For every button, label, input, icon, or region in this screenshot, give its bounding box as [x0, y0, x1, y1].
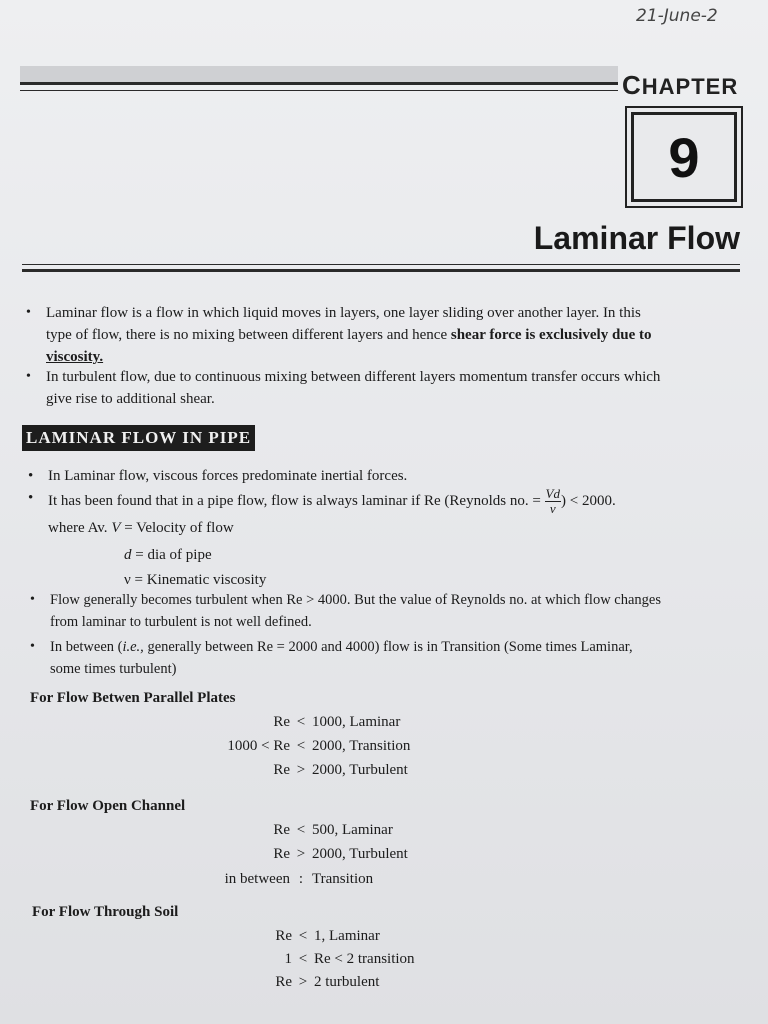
symbol: d	[124, 547, 132, 563]
reynolds-fraction	[545, 487, 561, 516]
bullet-dot: •	[26, 305, 31, 320]
bullet-dot: •	[30, 592, 35, 607]
section-bullet-4	[30, 636, 750, 680]
text-plain: In between (	[50, 639, 123, 655]
fraction-denominator: ν	[549, 501, 556, 516]
text-line: some times turbulent)	[50, 661, 177, 677]
criterion-operator: >	[298, 974, 308, 990]
text-plain: ) < 2000.	[561, 492, 616, 509]
text-bold: viscosity.	[46, 349, 104, 365]
criterion-operator: :	[298, 871, 304, 887]
bullet-dot: •	[26, 369, 31, 384]
bullet-dot: •	[28, 468, 34, 484]
criterion-right: 500, Laminar	[312, 822, 393, 838]
chapter-label	[622, 70, 738, 101]
criterion-left: Re	[273, 714, 290, 730]
chapter-label-initial: C	[622, 70, 642, 100]
criterion-left: 1	[284, 951, 292, 967]
criterion-operator: <	[296, 822, 306, 838]
criterion-operator: <	[298, 928, 308, 944]
chapter-number: 9	[631, 112, 737, 202]
section-bullet-3	[30, 589, 750, 633]
bullet-dot: •	[30, 639, 35, 654]
text-bold: shear force is exclusively due to	[450, 327, 652, 343]
text-italic: i.e.,	[122, 639, 144, 655]
criterion-left: Re	[273, 846, 290, 862]
text-line: Laminar flow is a flow in which liquid moves in layers, one layer sliding over another layer. In this	[46, 305, 641, 321]
chapter-number-frame	[625, 106, 743, 208]
definition-line-nu	[124, 569, 266, 591]
chapter-title: Laminar Flow	[533, 220, 740, 256]
criterion-left: Re	[275, 974, 292, 990]
criterion-right: 2000, Turbulent	[312, 846, 408, 862]
criterion-operator: <	[298, 951, 308, 967]
criterion-left: 1000 < Re	[227, 738, 290, 754]
section-bullet-1	[28, 465, 408, 487]
definition-line-v	[48, 517, 234, 539]
criterion-right: Transition	[312, 871, 374, 887]
definition-text: = Velocity of flow	[124, 520, 234, 536]
subheading-open-channel: For Flow Open Channel	[30, 798, 186, 814]
criterion-operator: >	[296, 846, 306, 862]
definition-line-d	[124, 544, 212, 566]
criterion-row	[200, 871, 373, 888]
criterion-right: Re < 2 transition	[314, 951, 415, 967]
criterion-row	[200, 974, 379, 991]
symbol: ν	[124, 572, 131, 588]
criterion-operator: <	[296, 714, 306, 730]
text-plain: generally between Re = 2000 and 4000) flow is in Transition (Some times Laminar,	[143, 639, 633, 655]
header-rule-thin	[20, 90, 618, 91]
criterion-right: 2000, Transition	[312, 738, 411, 754]
criterion-row	[200, 738, 410, 755]
section-bullet-2	[28, 486, 616, 516]
intro-bullet-laminar	[26, 302, 746, 368]
criterion-right: 1, Laminar	[314, 928, 380, 944]
criterion-right: 1000, Laminar	[312, 714, 401, 730]
criterion-row	[200, 762, 408, 779]
criterion-row	[200, 928, 380, 945]
criterion-operator: <	[296, 738, 306, 754]
criterion-left: Re	[275, 928, 292, 944]
title-rule-thick	[22, 269, 740, 272]
criterion-left: Re	[273, 822, 290, 838]
text-line: give rise to additional shear.	[46, 391, 215, 407]
text-plain: It has been found that in a pipe flow, flow is always laminar if Re (Reynolds no. =	[48, 492, 541, 509]
bullet-dot: •	[28, 490, 34, 506]
criterion-left: in between	[224, 871, 290, 887]
subheading-through-soil: For Flow Through Soil	[32, 904, 179, 920]
handwritten-date-note: 21-June-2	[636, 6, 718, 26]
criterion-row	[200, 714, 400, 731]
criterion-right: 2 turbulent	[314, 974, 380, 990]
chapter-label-rest: HAPTER	[641, 74, 739, 99]
text-line	[50, 636, 750, 658]
definition-text: = Kinematic viscosity	[134, 572, 267, 588]
text-line: In turbulent flow, due to continuous mixing between different layers momentum transfer occurs which	[46, 369, 661, 385]
fraction-numerator: Vd	[545, 486, 560, 501]
criterion-left: Re	[273, 762, 290, 778]
text-line: Flow generally becomes turbulent when Re > 4000. But the value of Reynolds no. at which flow changes	[50, 592, 662, 608]
criterion-row	[200, 822, 393, 839]
intro-bullet-turbulent	[26, 366, 746, 410]
where-label: where Av.	[48, 520, 112, 536]
criterion-row	[200, 951, 415, 968]
header-rule-thick	[20, 82, 618, 85]
criterion-operator: >	[296, 762, 306, 778]
symbol: V	[111, 520, 121, 536]
criterion-row	[200, 846, 408, 863]
text-line	[46, 324, 746, 346]
criterion-right: 2000, Turbulent	[312, 762, 408, 778]
definition-text: = dia of pipe	[135, 547, 212, 563]
text-plain: In Laminar flow, viscous forces predominate inertial forces.	[48, 468, 408, 484]
subheading-parallel-plates: For Flow Betwen Parallel Plates	[30, 690, 236, 706]
text-plain: type of flow, there is no mixing between different layers and hence	[46, 327, 451, 343]
text-line	[46, 346, 746, 368]
section-heading: LAMINAR FLOW IN PIPE	[22, 425, 255, 451]
title-rule-thin	[22, 264, 740, 265]
text-line: from laminar to turbulent is not well defined.	[50, 614, 312, 630]
